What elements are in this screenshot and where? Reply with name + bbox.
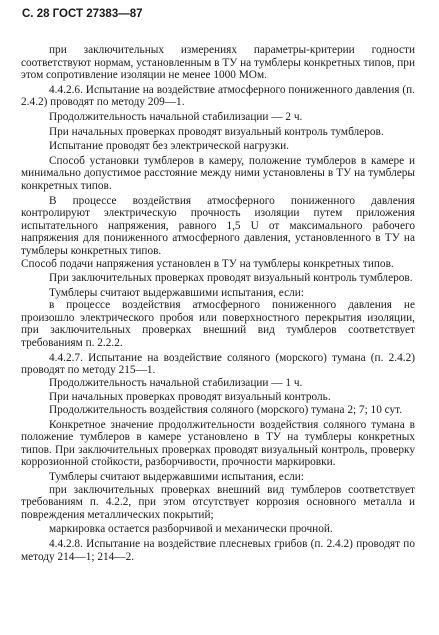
paragraph: маркировка остается разборчивой и механически прочной. — [49, 523, 333, 536]
paragraph: Способ подачи напряжения установлен в ТУ на тумблеры конкретных типов. — [21, 257, 394, 270]
paragraph: 4.4.2.7. Испытание на воздействие соляного (морского) тумана (п. 2.4.2) проводят по методу 215—1. — [21, 351, 415, 377]
paragraph: Тумблеры считают выдержавшими испытания, если: — [49, 286, 304, 299]
paragraph: в процессе воздействия атмосферного пониженного давления не произошло электрического пробоя или поверхностного перекрытия изоляции, при заключительных проверках внешний вид тумблеров соответствует требованиям п. 2.2.2. — [21, 299, 415, 350]
paragraph: Продолжительность начальной стабилизации — 2 ч. — [49, 110, 303, 123]
paragraph: Конкретное значение продолжительности воздействия соляного тумана в положение тумблеров в камере установлено в ТУ на тумблеры конкретных типов. При заключительных проверках проводят визуальный контроль, проверку коррозионной стойкости, разборчивости, прочности маркировки. — [21, 418, 415, 469]
paragraph: В процессе воздействия атмосферного пониженного давления контролируют электрическую прочность изоляции путем приложения испытательного напряжения, равного 1,5 U от максимального рабочего напряжения для пониженного атмосферного давления, установленного в ТУ на тумблеры конкретных типов. — [21, 194, 415, 257]
paragraph: Способ установки тумблеров в камеру, положение тумблеров в камере и минимально допустимое расстояние между ними установлены в ТУ на тумблеры конкретных типов. — [21, 154, 415, 192]
document-body — [21, 44, 415, 563]
paragraph: При начальных проверках проводят визуальный контроль тумблеров. — [49, 125, 384, 138]
paragraph: при заключительных измерениях параметры-критерии годности соответствуют нормам, установленным в ТУ на тумблеры конкретных типов, при этом сопротивление изоляции не менее 1000 МОм. — [21, 44, 415, 82]
paragraph: При начальных проверках проводят визуальный контроль. — [49, 391, 331, 404]
page-header: С. 28 ГОСТ 27383—87 — [22, 8, 143, 20]
paragraph: Продолжительность начальной стабилизации — 1 ч. — [49, 376, 303, 389]
paragraph: 4.4.2.8. Испытание на воздействие плесневых грибов (п. 2.4.2) проводят по методу 214—1; 214—2. — [21, 537, 415, 563]
paragraph: 4.4.2.6. Испытание на воздействие атмосферного пониженного давления (п. 2.4.2) проводят по методу 209—1. — [21, 83, 415, 109]
paragraph: Продолжительность воздействия соляного (морского) тумана 2; 7; 10 сут. — [49, 404, 403, 417]
paragraph: Тумблеры считают выдержавшими испытания, если: — [49, 471, 304, 483]
paragraph: Испытание проводят без электрической нагрузки. — [49, 140, 289, 153]
paragraph: При заключительных проверках проводят визуальный контроль тумблеров. — [49, 272, 413, 285]
paragraph: при заключительных проверках внешний вид тумблеров соответствует требованиям п. 4.2.2, при этом отсутствует коррозия основного металла и повреждения металлических покрытий; — [21, 483, 415, 521]
